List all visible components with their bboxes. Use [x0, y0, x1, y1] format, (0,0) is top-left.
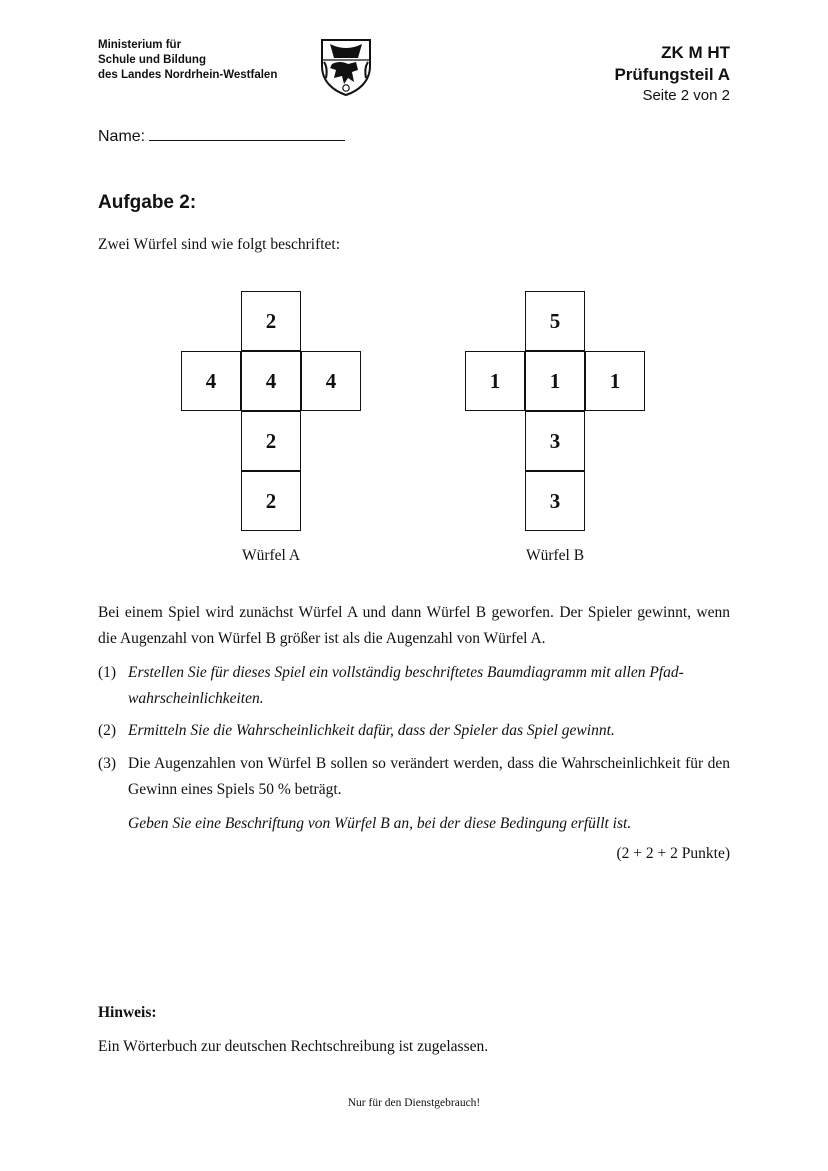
ministry-name [98, 38, 277, 83]
die-a-face-top: 2 [241, 291, 301, 351]
subtask-number: (3) [98, 755, 117, 772]
subtask-3 [98, 751, 730, 837]
subtask-number: (1) [98, 664, 117, 681]
die-b-face-right: 1 [585, 351, 645, 411]
die-b-face-below2: 3 [525, 471, 585, 531]
name-field [98, 126, 345, 146]
footer-note: Nur für den Dienstgebrauch! [347, 1097, 481, 1109]
die-b-label: Würfel B [525, 547, 585, 564]
ministry-line: Schule und Bildung [98, 54, 206, 66]
die-a-label: Würfel A [241, 547, 301, 564]
hint-text: Ein Wörterbuch zur deutschen Rechtschreibung ist zugelassen. [98, 1038, 489, 1055]
die-b-face-top: 5 [525, 291, 585, 351]
subtask-text-block [128, 751, 730, 837]
die-b-face-below1: 3 [525, 411, 585, 471]
task-intro: Zwei Würfel sind wie folgt beschriftet: [98, 236, 341, 253]
points-summary: (2 + 2 + 2 Punkte) [616, 845, 730, 862]
task-title: Aufgabe 2: [98, 192, 197, 213]
hint-title: Hinweis: [98, 1004, 157, 1021]
die-a-face-below1: 2 [241, 411, 301, 471]
exam-code: ZK M HT [661, 43, 730, 62]
nrw-coat-of-arms-icon [318, 38, 374, 96]
document-code-block [614, 42, 730, 106]
subtask-2 [98, 718, 730, 744]
subtask-subtext: Geben Sie eine Beschriftung von Würfel B an, bei der diese Bedingung erfüllt ist. [128, 815, 632, 832]
die-a-face-right: 4 [301, 351, 361, 411]
die-a-face-below2: 2 [241, 471, 301, 531]
name-blank-line [149, 126, 345, 141]
subtask-number: (2) [98, 722, 117, 739]
subtask-1 [98, 660, 730, 712]
subtask-text: Ermitteln Sie die Wahrscheinlichkeit dafür, dass der Spieler das Spiel gewinnt. [128, 722, 615, 739]
subtask-text: Die Augenzahlen von Würfel B sollen so verändert werden, dass die Wahrscheinlichkeit für den Gewinn eines Spiels 50 % beträgt. [128, 755, 730, 798]
page-number: Seite 2 von 2 [642, 87, 730, 104]
task-description: Bei einem Spiel wird zunächst Würfel A und dann Würfel B geworfen. Der Spieler gewinnt, wenn die Augenzahl von Würfel B größer ist als die Augenzahl von Würfel A. [98, 604, 730, 647]
exam-part: Prüfungsteil A [614, 65, 730, 84]
ministry-line: Ministerium für [98, 39, 182, 51]
die-a-face-center: 4 [241, 351, 301, 411]
subtask-text: Erstellen Sie für dieses Spiel ein vollständig beschriftetes Baumdiagramm mit allen Pfad-wahrscheinlichkeiten. [128, 664, 684, 707]
name-label: Name: [98, 128, 146, 145]
die-b-face-left: 1 [465, 351, 525, 411]
die-b-face-center: 1 [525, 351, 585, 411]
ministry-line: des Landes Nordrhein-Westfalen [98, 69, 278, 81]
die-a-face-left: 4 [181, 351, 241, 411]
